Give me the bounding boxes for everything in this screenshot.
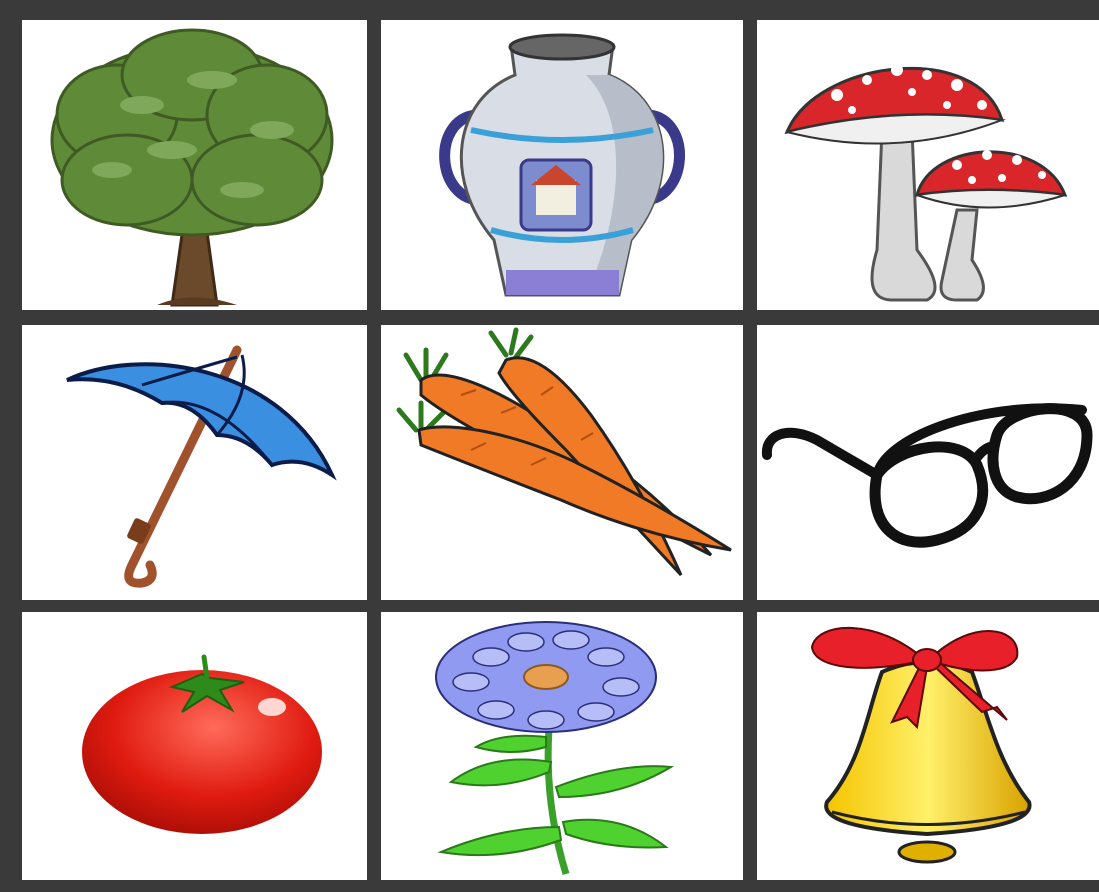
mushroom-icon (757, 20, 1099, 310)
bell-icon (757, 612, 1099, 880)
card-flower[interactable] (381, 612, 743, 880)
card-tomato[interactable] (22, 612, 367, 880)
tomato-icon (22, 612, 367, 880)
glasses-icon (757, 325, 1099, 600)
card-bell[interactable] (757, 612, 1099, 880)
card-glasses[interactable] (757, 325, 1099, 600)
flower-icon (381, 612, 743, 880)
tree-icon (22, 20, 367, 310)
card-tree[interactable] (22, 20, 367, 310)
card-umbrella[interactable] (22, 325, 367, 600)
card-vase[interactable] (381, 20, 743, 310)
card-carrots[interactable] (381, 325, 743, 600)
carrot-icon (381, 325, 743, 600)
vase-icon (381, 20, 743, 310)
card-mushrooms[interactable] (757, 20, 1099, 310)
umbrella-icon (22, 325, 367, 600)
